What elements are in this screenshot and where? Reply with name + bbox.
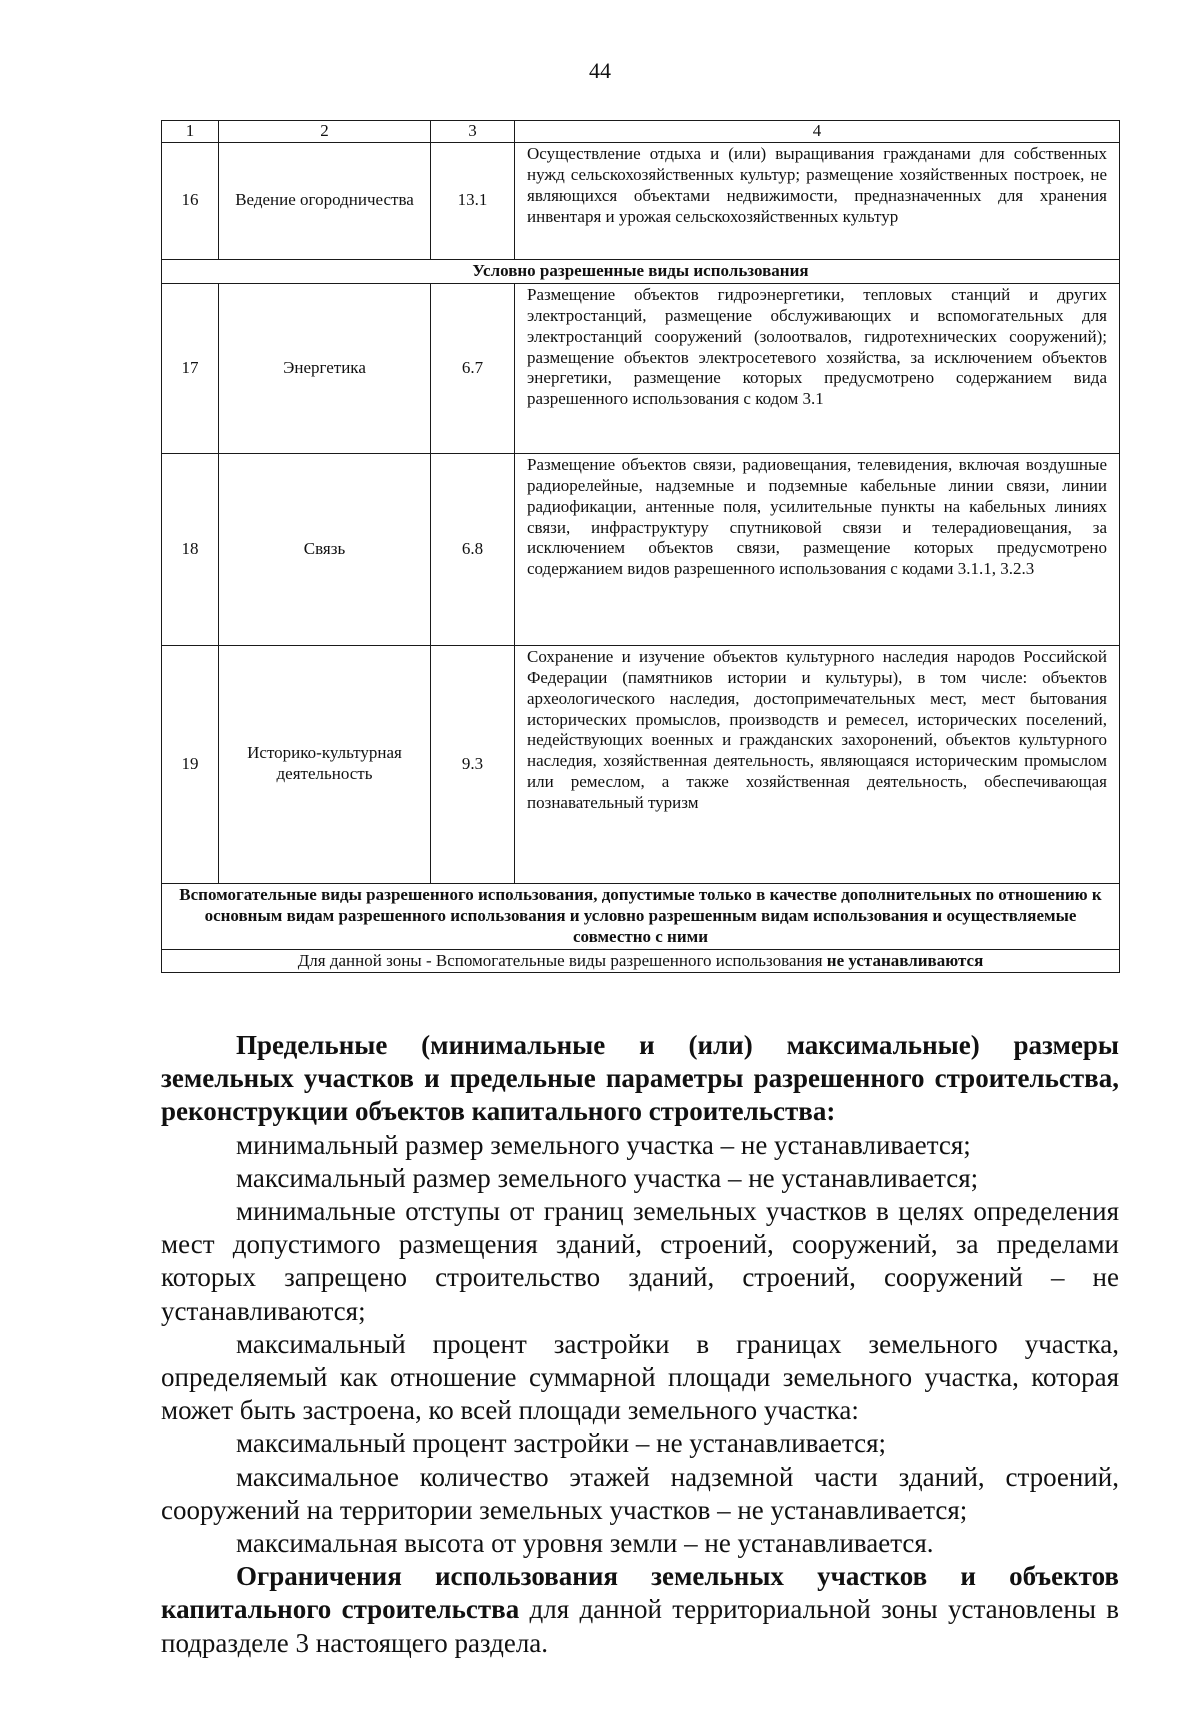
use-type-name: Историко-культурная деятельность: [219, 645, 431, 883]
footer-text: Для данной зоны - Вспомогательные виды разрешенного использования: [297, 950, 827, 970]
restrictions-text: для данной территориальной зоны установлены в подразделе 3 настоящего раздела.: [161, 1594, 1119, 1658]
table-row: [162, 142, 1120, 259]
land-use-table: [161, 120, 1120, 973]
limits-title: Предельные (минимальные и (или) максимальные) размеры земельных участков и предельные параметры разрешенного строительства, реконструкции объектов капитального строительства:: [161, 1030, 1119, 1127]
section-header-auxiliary: [162, 883, 1120, 949]
limit-item: максимальное количество этажей надземной части зданий, строений, сооружений на территории земельных участков – не устанавливается;: [161, 1461, 1119, 1525]
use-type-description: Размещение объектов связи, радиовещания, телевидения, включая воздушные радиорелейные, надземные и подземные кабельные линии связи, линии радиофикации, антенные поля, усилительные пункты на кабельных линиях связи, инфраструктуру спутниковой связи и телерадиовещания, за исключением объектов связи, размещение которых предусмотрено содержанием видов разрешенного использования с кодами 3.1.1, 3.2.3: [515, 453, 1120, 645]
table-row: [162, 645, 1120, 883]
use-type-code: 9.3: [431, 645, 515, 883]
use-type-description: Размещение объектов гидроэнергетики, тепловых станций и других электростанций, размещение обслуживающих и вспомогательных для электростанций сооружений (золоотвалов, гидротехнических сооружений); размещение объектов электросетевого хозяйства, за исключением объектов энергетики, размещение которых предусмотрено содержанием вида разрешенного использования с кодом 3.1: [515, 283, 1120, 453]
row-number: 19: [162, 645, 219, 883]
use-type-code: 6.7: [431, 283, 515, 453]
table-footer-row: [162, 949, 1120, 973]
header-cell: 1: [162, 121, 219, 143]
limit-item: минимальные отступы от границ земельных участков в целях определения мест допустимого размещения зданий, строений, сооружений, за пределами которых запрещено строительство зданий, строений, сооружений – не устанавливаются;: [161, 1196, 1119, 1326]
table-row: [162, 453, 1120, 645]
limit-item: максимальный процент застройки в границах земельного участка, определяемый как отношение суммарной площади земельного участка, которая может быть застроена, ко всей площади земельного участка:: [161, 1328, 1119, 1426]
limit-item: максимальный размер земельного участка – не устанавливается;: [236, 1162, 979, 1193]
section-title: Условно разрешенные виды использования: [162, 259, 1120, 283]
footer-cell: [162, 949, 1120, 973]
use-type-description: Осуществление отдыха и (или) выращивания гражданами для собственных нужд сельскохозяйственных культур; размещение хозяйственных построек, не являющихся объектами недвижимости, предназначенных для хранения инвентаря и урожая сельскохозяйственных культур: [515, 142, 1120, 259]
use-type-name: Энергетика: [219, 283, 431, 453]
use-type-description: Сохранение и изучение объектов культурного наследия народов Российской Федерации (памятников истории и культуры), в том числе: объектов археологического наследия, достопримечательных мест, мест бытования исторических промыслов, производств и ремесел, исторических поселений, недействующих военных и гражданских захоронений, объектов культурного наследия, хозяйственная деятельность, являющаяся историческим промыслом или ремеслом, а также хозяйственная деятельность, обеспечивающая познавательный туризм: [515, 645, 1120, 883]
header-cell: 4: [515, 121, 1120, 143]
table-header-row: [162, 121, 1120, 143]
limit-item: максимальный процент застройки – не устанавливается;: [236, 1428, 887, 1459]
section-title: Вспомогательные виды разрешенного использования, допустимые только в качестве дополнительных по отношению к основным видам разрешенного использования и условно разрешенным видам использования и осуществляемые совместно с ними: [162, 883, 1120, 949]
restrictions-paragraph: [161, 1560, 1119, 1660]
limit-item: максимальная высота от уровня земли – не устанавливается.: [236, 1528, 934, 1559]
table-row: [162, 283, 1120, 453]
use-type-code: 6.8: [431, 453, 515, 645]
row-number: 17: [162, 283, 219, 453]
header-cell: 2: [219, 121, 431, 143]
page-number: 44: [589, 58, 611, 83]
footer-bold-text: не устанавливаются: [826, 950, 984, 970]
use-type-name: Связь: [219, 453, 431, 645]
row-number: 16: [162, 142, 219, 259]
use-type-code: 13.1: [431, 142, 515, 259]
header-cell: 3: [431, 121, 515, 143]
row-number: 18: [162, 453, 219, 645]
limit-item: минимальный размер земельного участка – не устанавливается;: [236, 1129, 971, 1160]
restrictions-bold: Ограничения использования земельных участков и объектов капитального строительства: [161, 1561, 1119, 1625]
limits-section: [161, 1029, 1119, 1660]
use-type-name: Ведение огородничества: [219, 142, 431, 259]
section-header-conditional: [162, 259, 1120, 283]
